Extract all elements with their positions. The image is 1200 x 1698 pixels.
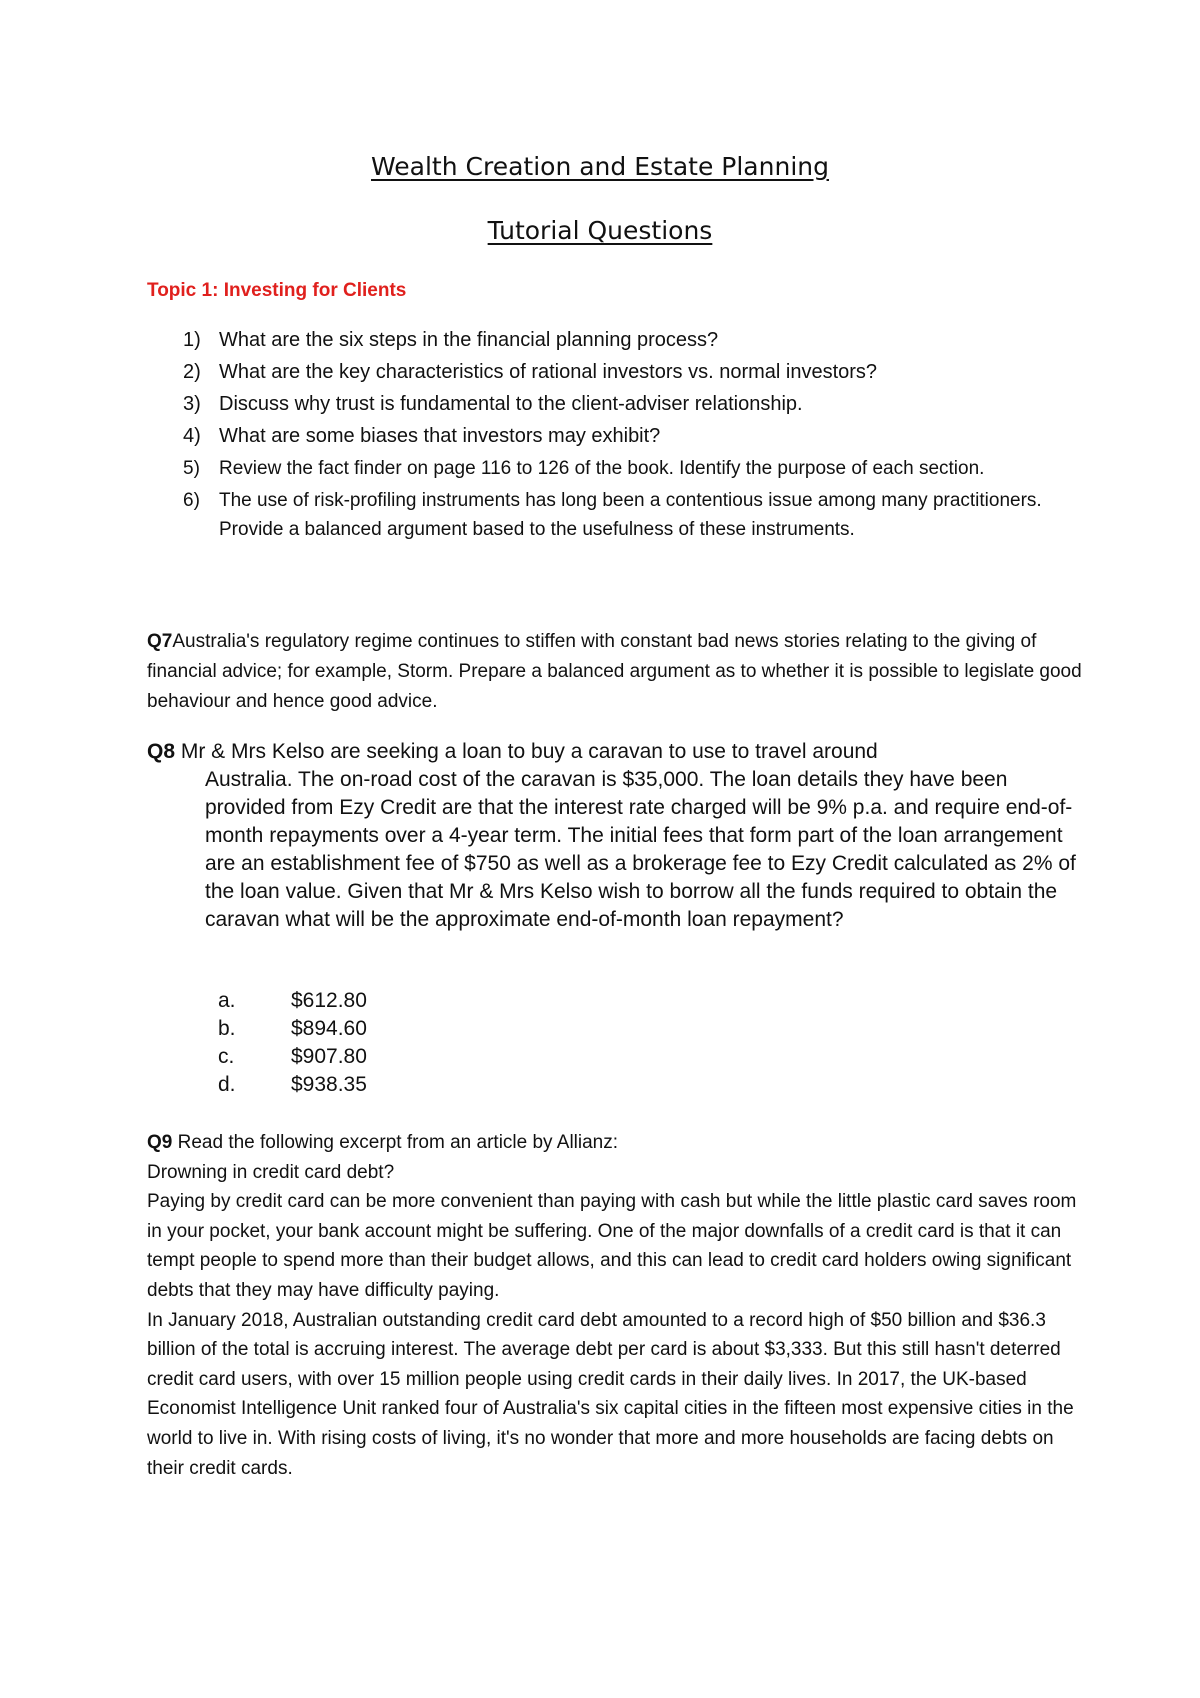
question-7 [147, 627, 1082, 717]
question-list [147, 326, 1077, 547]
option-letter: c. [218, 1045, 235, 1068]
question-number: 2) [183, 361, 201, 383]
option-value: $907.80 [291, 1045, 367, 1068]
question-number: 3) [183, 393, 201, 415]
option-value: $612.80 [291, 989, 367, 1012]
list-item [147, 486, 1077, 544]
q8-text: Australia. The on-road cost of the caravan is $35,000. The loan details they have been provided from Ezy Credit are that the interest rate charged will be 9% p.a. and require end-of-month repayments over a 4-year term. The initial fees that form part of the loan arrangement are an establishment fee of $750 as well as a brokerage fee to Ezy Credit calculated as 2% of the loan value. Given that Mr & Mrs Kelso wish to borrow all the funds required to obtain the caravan what will be the approximate end-of-month loan repayment? [205, 768, 1076, 931]
q9-paragraph-1: Paying by credit card can be more convenient than paying with cash but while the little plastic card saves room in your pocket, your bank account might be suffering. One of the major downfalls of a credit card is that it can tempt people to spend more than their budget allows, and this can lead to credit card holders owing significant debts that they may have difficulty paying. [147, 1191, 1077, 1301]
q7-text: Australia's regulatory regime continues to stiffen with constant bad news stories relating to the giving of financial advice; for example, Storm. Prepare a balanced argument as to whether it is possible to legislate good behaviour and hence good advice. [147, 631, 1082, 712]
question-text: Review the fact finder on page 116 to 126 of the book. Identify the purpose of each section. [219, 458, 985, 479]
q7-label: Q7 [147, 631, 173, 652]
q8-options [218, 987, 367, 1099]
option-item [218, 987, 367, 1015]
question-number: 6) [183, 490, 200, 511]
list-item [147, 422, 1077, 451]
q9-label: Q9 [147, 1132, 173, 1153]
q9-intro-line [147, 1128, 1082, 1158]
question-number: 1) [183, 329, 201, 351]
question-text: What are some biases that investors may exhibit? [219, 425, 661, 447]
question-9 [147, 1128, 1082, 1483]
q8-lead [147, 738, 1082, 766]
question-number: 5) [183, 458, 200, 479]
q8-lead-text: Mr & Mrs Kelso are seeking a loan to buy a caravan to use to travel around [180, 740, 878, 763]
q9-intro: Read the following excerpt from an article by Allianz: [177, 1132, 619, 1153]
document-title: Wealth Creation and Estate Planning [371, 152, 829, 181]
option-letter: b. [218, 1017, 236, 1040]
list-item [147, 358, 1077, 387]
list-item [147, 326, 1077, 355]
question-text: What are the six steps in the financial planning process? [219, 329, 719, 351]
question-text: The use of risk-profiling instruments has long been a contentious issue among many practitioners. Provide a balanced argument based to the usefulness of these instruments. [219, 490, 1042, 540]
option-value: $894.60 [291, 1017, 367, 1040]
option-letter: d. [218, 1073, 236, 1096]
question-text: Discuss why trust is fundamental to the client-adviser relationship. [219, 393, 803, 415]
list-item [147, 454, 1077, 483]
option-item [218, 1071, 367, 1099]
q9-heading: Drowning in credit card debt? [147, 1161, 395, 1183]
question-number: 4) [183, 425, 201, 447]
question-8 [147, 738, 1082, 934]
question-text: What are the key characteristics of rational investors vs. normal investors? [219, 361, 878, 383]
topic-heading: Topic 1: Investing for Clients [147, 280, 407, 301]
option-item [218, 1015, 367, 1043]
document-subtitle: Tutorial Questions [487, 216, 713, 245]
option-letter: a. [218, 989, 236, 1012]
list-item [147, 390, 1077, 419]
q8-label: Q8 [147, 740, 176, 763]
option-value: $938.35 [291, 1073, 367, 1096]
q9-paragraph-2: In January 2018, Australian outstanding credit card debt amounted to a record high of $50 billion and $36.3 billion of the total is accruing interest. The average debt per card is about $3,333. But this still hasn't deterred credit card users, with over 15 million people using credit cards in their daily lives. In 2017, the UK-based Economist Intelligence Unit ranked four of Australia's six capital cities in the fifteen most expensive cities in the world to live in. With rising costs of living, it's no wonder that more and more households are facing debts on their credit cards. [147, 1309, 1074, 1479]
option-item [218, 1043, 367, 1071]
